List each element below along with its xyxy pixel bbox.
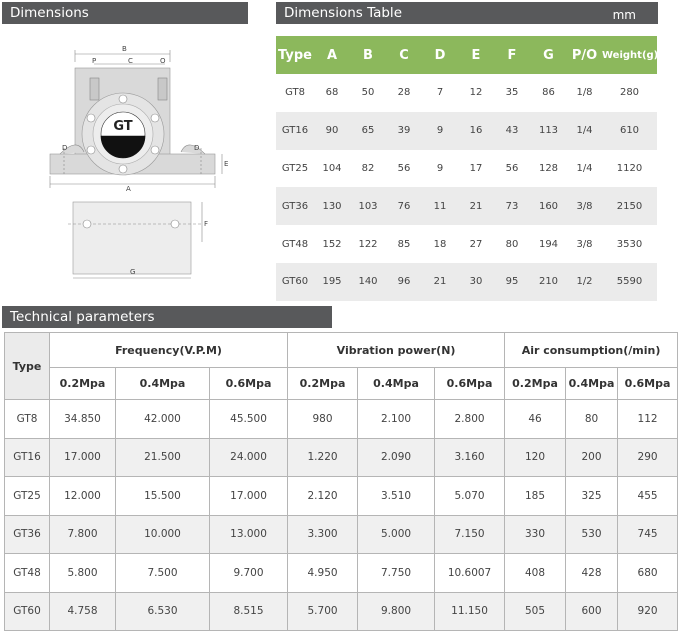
- technical-value-cell: 120: [505, 438, 566, 477]
- dimensions-table-cell: 85: [397, 238, 411, 250]
- technical-value-cell: 7.800: [50, 515, 116, 554]
- technical-value-cell: 428: [566, 554, 618, 593]
- technical-parameters-row: [5, 554, 678, 593]
- dimensions-table-cell: 160: [530, 187, 567, 225]
- technical-value-cell: 290: [618, 438, 678, 477]
- technical-value-cell: 1.220: [288, 438, 358, 477]
- dimensions-table-cell: 7: [436, 87, 444, 99]
- tech-pressure-header: 0.4Mpa: [566, 368, 618, 400]
- dimensions-table-row: [276, 150, 657, 188]
- col-type: Type: [276, 36, 314, 74]
- dimensions-table-cell: 140: [350, 263, 386, 301]
- tech-pressure-header-row: [5, 368, 678, 400]
- col-weight: Weight(g): [602, 36, 657, 74]
- col-g: G: [530, 36, 567, 74]
- technical-value-cell: 21.500: [116, 438, 210, 477]
- dimensions-table-cell: GT25: [281, 162, 309, 174]
- technical-value-cell: 600: [566, 592, 618, 631]
- dimensions-table-cell: 16: [458, 112, 494, 150]
- technical-value-cell: 9.800: [358, 592, 435, 631]
- dimensions-table-cell: 86: [542, 87, 555, 99]
- technical-value-cell: 12.000: [50, 477, 116, 516]
- col-d: D: [422, 36, 458, 74]
- drawing-label-d: D: [62, 144, 68, 152]
- dimensions-table-cell: GT48: [281, 238, 309, 250]
- dimensions-table-row: [276, 112, 657, 150]
- technical-parameters-header-text: Technical parameters: [10, 309, 155, 325]
- tech-group-vibration-power: Vibration power(N): [288, 333, 505, 368]
- drawing-logo: GT: [113, 119, 133, 134]
- technical-value-cell: 10.6007: [435, 554, 505, 593]
- tech-pressure-header: 0.6Mpa: [210, 368, 288, 400]
- technical-value-cell: 42.000: [116, 400, 210, 439]
- technical-value-cell: 112: [618, 400, 678, 439]
- col-c: C: [386, 36, 422, 74]
- technical-type-cell: GT48: [5, 554, 50, 593]
- dimensions-table-cell: 1120: [616, 162, 643, 174]
- technical-value-cell: 745: [618, 515, 678, 554]
- technical-parameters-row: [5, 515, 678, 554]
- dimensions-table-cell: 65: [350, 112, 386, 150]
- col-po: P/O: [567, 36, 602, 74]
- technical-value-cell: 5.070: [435, 477, 505, 516]
- tech-col-type: Type: [5, 333, 50, 400]
- technical-parameters-row: [5, 438, 678, 477]
- dimensions-table-row: [276, 225, 657, 263]
- dimensions-table-cell: 21: [458, 187, 494, 225]
- technical-parameters-row: [5, 477, 678, 516]
- drawing-label-c: C: [128, 57, 133, 65]
- dimensions-table-cell: 90: [314, 112, 350, 150]
- dimensions-table-cell: 18: [433, 238, 447, 250]
- technical-value-cell: 8.515: [210, 592, 288, 631]
- col-e: E: [458, 36, 494, 74]
- drawing-label-p: P: [92, 57, 97, 65]
- dimensions-table-cell: 103: [350, 187, 386, 225]
- technical-value-cell: 325: [566, 477, 618, 516]
- technical-value-cell: 3.160: [435, 438, 505, 477]
- dimensions-table-cell: 1/2: [567, 263, 602, 301]
- technical-value-cell: 680: [618, 554, 678, 593]
- dimensions-table-cell: 17: [469, 162, 483, 174]
- dimensions-table-cell: 82: [361, 162, 375, 174]
- technical-value-cell: 11.150: [435, 592, 505, 631]
- dimensions-table-cell: 9: [422, 112, 458, 150]
- technical-value-cell: 46: [505, 400, 566, 439]
- dimensions-table-cell: 80: [505, 238, 519, 250]
- technical-value-cell: 185: [505, 477, 566, 516]
- tech-group-frequency: Frequency(V.P.M): [50, 333, 288, 368]
- tech-pressure-header: 0.4Mpa: [116, 368, 210, 400]
- dimensions-table-cell: GT60: [276, 263, 314, 301]
- technical-value-cell: 980: [288, 400, 358, 439]
- technical-value-cell: 45.500: [210, 400, 288, 439]
- dimensions-table-cell: 21: [422, 263, 458, 301]
- dimensions-table-cell: 35: [505, 87, 519, 99]
- dimensions-table: [276, 36, 657, 301]
- technical-value-cell: 9.700: [210, 554, 288, 593]
- dimensions-table-cell: 194: [538, 238, 559, 250]
- drawing-label-e: E: [224, 160, 229, 168]
- technical-value-cell: 2.800: [435, 400, 505, 439]
- dimensions-table-cell: 9: [436, 162, 444, 174]
- technical-value-cell: 34.850: [50, 400, 116, 439]
- tech-pressure-header: 0.2Mpa: [505, 368, 566, 400]
- drawing-label-g: G: [130, 268, 136, 276]
- dimensions-table-cell: 5590: [602, 263, 657, 301]
- dimensions-table-cell: 122: [358, 238, 378, 250]
- dimensions-table-cell: 130: [314, 187, 350, 225]
- dimensions-table-cell: 210: [530, 263, 567, 301]
- dimensions-table-cell: 104: [322, 162, 342, 174]
- technical-value-cell: 408: [505, 554, 566, 593]
- drawing-label-b: B: [122, 45, 127, 53]
- dimensions-header-text: Dimensions: [10, 5, 89, 21]
- dimensions-table-cell: 113: [530, 112, 567, 150]
- technical-value-cell: 80: [566, 400, 618, 439]
- dimensions-header: [2, 2, 248, 24]
- technical-parameters-row: [5, 400, 678, 439]
- technical-value-cell: 5.000: [358, 515, 435, 554]
- technical-value-cell: 24.000: [210, 438, 288, 477]
- dimensions-table-cell: 2150: [602, 187, 657, 225]
- technical-value-cell: 2.090: [358, 438, 435, 477]
- col-f: F: [494, 36, 530, 74]
- dimensions-table-cell: 56: [505, 162, 519, 174]
- dimensions-table-row: [276, 187, 657, 225]
- drawing-label-o: O: [160, 57, 166, 65]
- technical-parameters-table: [4, 332, 678, 631]
- tech-pressure-header: 0.6Mpa: [435, 368, 505, 400]
- dimensions-table-cell: 28: [397, 87, 411, 99]
- technical-type-cell: GT60: [5, 592, 50, 631]
- technical-value-cell: 10.000: [116, 515, 210, 554]
- technical-parameters-body: [5, 400, 678, 631]
- dimensions-table-cell: 95: [494, 263, 530, 301]
- technical-value-cell: 3.300: [288, 515, 358, 554]
- drawing-label-a: A: [126, 185, 131, 193]
- dimensions-table-header: [276, 2, 658, 24]
- dimensions-table-cell: 3/8: [576, 238, 593, 250]
- technical-value-cell: 530: [566, 515, 618, 554]
- dimensions-table-cell: GT16: [276, 112, 314, 150]
- technical-value-cell: 505: [505, 592, 566, 631]
- technical-value-cell: 17.000: [210, 477, 288, 516]
- dimensions-table-header-text: Dimensions Table: [284, 5, 402, 21]
- unit-label: mm: [612, 8, 636, 22]
- dimensions-table-cell: 68: [325, 87, 339, 99]
- tech-pressure-header: 0.2Mpa: [50, 368, 116, 400]
- technical-value-cell: 7.150: [435, 515, 505, 554]
- tech-group-header-row: [5, 333, 678, 368]
- dimensions-table-cell: 96: [386, 263, 422, 301]
- technical-value-cell: 13.000: [210, 515, 288, 554]
- technical-value-cell: 3.510: [358, 477, 435, 516]
- technical-value-cell: 6.530: [116, 592, 210, 631]
- drawing-label-d-right: D: [194, 144, 200, 152]
- col-a: A: [314, 36, 350, 74]
- technical-parameters-header: [2, 306, 332, 328]
- technical-value-cell: 7.750: [358, 554, 435, 593]
- dimensions-table-cell: 12: [469, 87, 483, 99]
- dimensions-table-cell: 152: [322, 238, 342, 250]
- dimensions-table-header-row: [276, 36, 657, 74]
- technical-value-cell: 2.120: [288, 477, 358, 516]
- technical-value-cell: 330: [505, 515, 566, 554]
- dimensions-table-cell: 30: [458, 263, 494, 301]
- dimensions-table-cell: GT36: [276, 187, 314, 225]
- technical-value-cell: 200: [566, 438, 618, 477]
- tech-group-air-consumption: Air consumption(/min): [505, 333, 678, 368]
- dimensions-table-cell: 50: [361, 87, 375, 99]
- technical-type-cell: GT16: [5, 438, 50, 477]
- dimensions-table-cell: 56: [397, 162, 411, 174]
- dimensions-table-cell: 610: [602, 112, 657, 150]
- dimensions-table-row: [276, 74, 657, 112]
- technical-value-cell: 17.000: [50, 438, 116, 477]
- technical-value-cell: 4.950: [288, 554, 358, 593]
- tech-pressure-header: 0.2Mpa: [288, 368, 358, 400]
- dimensions-table-cell: 280: [619, 87, 640, 99]
- technical-value-cell: 5.800: [50, 554, 116, 593]
- dimensions-table-row: [276, 263, 657, 301]
- drawing-label-f: F: [204, 220, 209, 228]
- dimensions-table-cell: 1/4: [567, 112, 602, 150]
- technical-value-cell: 15.500: [116, 477, 210, 516]
- technical-value-cell: 4.758: [50, 592, 116, 631]
- dimensions-table-cell: 11: [422, 187, 458, 225]
- dimensions-table-cell: 128: [538, 162, 559, 174]
- dimensions-table-body: [276, 74, 657, 301]
- technical-value-cell: 5.700: [288, 592, 358, 631]
- technical-type-cell: GT25: [5, 477, 50, 516]
- technical-type-cell: GT36: [5, 515, 50, 554]
- dimensions-table-cell: 39: [386, 112, 422, 150]
- dimensions-table-cell: 1/8: [576, 87, 593, 99]
- tech-pressure-header: 0.4Mpa: [358, 368, 435, 400]
- dimensions-table-cell: 27: [469, 238, 483, 250]
- technical-type-cell: GT8: [5, 400, 50, 439]
- technical-value-cell: 7.500: [116, 554, 210, 593]
- dimensions-table-cell: 43: [494, 112, 530, 150]
- technical-value-cell: 455: [618, 477, 678, 516]
- tech-pressure-header: 0.6Mpa: [618, 368, 678, 400]
- dimensions-table-cell: 3530: [616, 238, 643, 250]
- dimensions-table-cell: 3/8: [567, 187, 602, 225]
- dimensions-table-cell: GT8: [285, 87, 305, 99]
- dimensions-table-cell: 76: [386, 187, 422, 225]
- technical-parameters-row: [5, 592, 678, 631]
- col-b: B: [350, 36, 386, 74]
- technical-value-cell: 2.100: [358, 400, 435, 439]
- technical-value-cell: 920: [618, 592, 678, 631]
- dimensions-table-cell: 1/4: [576, 162, 593, 174]
- vibrator-technical-drawing: [42, 42, 232, 282]
- dimensions-table-cell: 195: [314, 263, 350, 301]
- dimensions-table-cell: 73: [494, 187, 530, 225]
